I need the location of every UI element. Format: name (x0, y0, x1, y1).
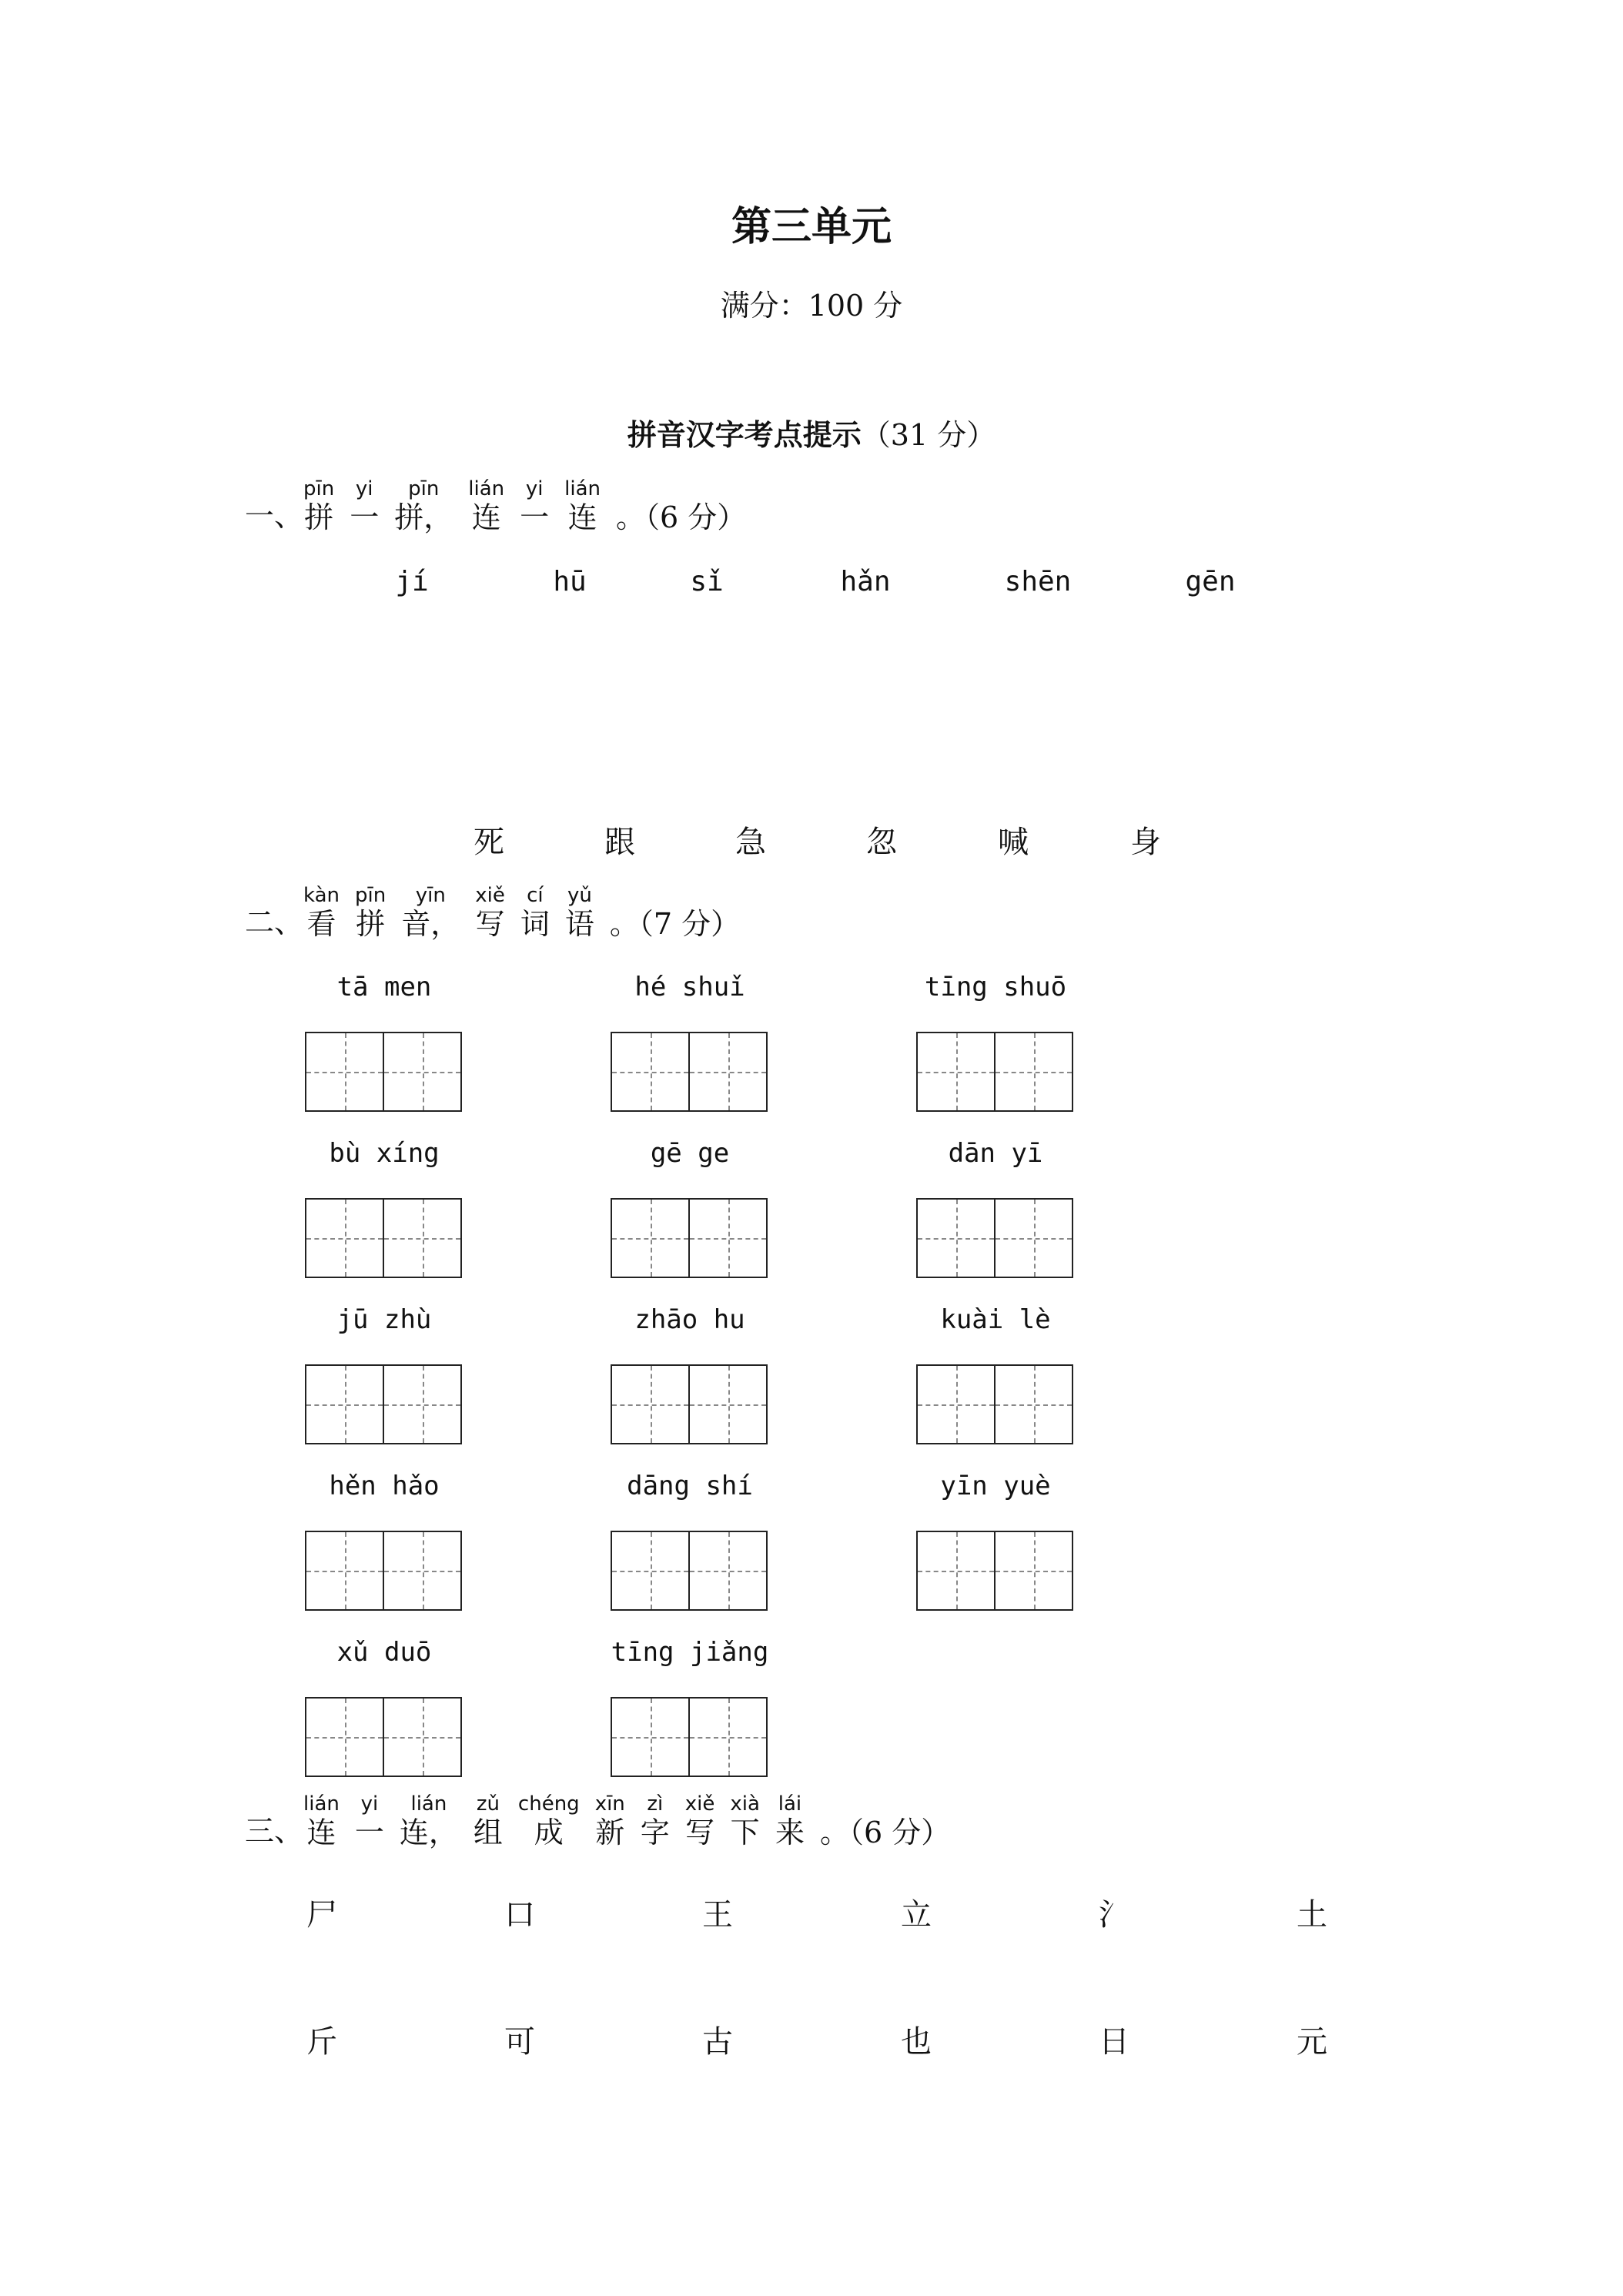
ruby-char (350, 477, 379, 534)
ruby-char (685, 1792, 715, 1849)
grid-cell[interactable] (612, 1366, 688, 1443)
ruby-pinyin: pīn (355, 884, 387, 907)
word-pinyin: hé shuǐ (634, 972, 745, 1002)
word-pinyin: tīng jiǎng (611, 1637, 769, 1668)
grid-cell[interactable] (306, 1699, 383, 1776)
ruby-hanzi: 一 (520, 500, 550, 534)
word-item (611, 1637, 769, 1777)
grid-cell[interactable] (688, 1366, 766, 1443)
question-points: 。（7 分） (609, 907, 741, 941)
grid-cell[interactable] (688, 1699, 766, 1776)
ruby-hanzi: 组 (473, 1816, 503, 1849)
pinyin-option[interactable]: hǎn (840, 566, 891, 597)
writing-grid[interactable] (611, 1531, 768, 1611)
grid-cell[interactable] (383, 1532, 460, 1609)
ruby-pinyin: yǔ (567, 884, 592, 907)
character-component[interactable]: 土 (1297, 1897, 1327, 1933)
ruby-pinyin: xīn (594, 1792, 625, 1816)
ruby-hanzi: 连 (306, 1816, 336, 1849)
question-points: 。（6 分） (819, 1816, 951, 1849)
writing-grid[interactable] (611, 1032, 768, 1112)
writing-grid[interactable] (305, 1198, 462, 1278)
word-item (916, 1471, 1075, 1611)
word-item (611, 972, 769, 1112)
grid-cell[interactable] (918, 1532, 994, 1609)
ruby-pinyin: pīn (303, 477, 335, 500)
ruby-pinyin: yi (360, 1792, 379, 1816)
writing-grid[interactable] (611, 1364, 768, 1444)
ruby-hanzi: 词 (520, 907, 550, 941)
writing-grid[interactable] (916, 1198, 1073, 1278)
section-heading (0, 411, 1623, 454)
ruby-char (401, 884, 460, 941)
grid-cell[interactable] (306, 1532, 383, 1609)
word-pinyin: yīn yuè (940, 1471, 1051, 1501)
ruby-hanzi: 连 (567, 500, 597, 534)
grid-cell[interactable] (612, 1200, 688, 1277)
word-pinyin: tā men (336, 972, 432, 1002)
writing-grid[interactable] (916, 1531, 1073, 1611)
ruby-pinyin: lián (410, 1792, 447, 1816)
ruby-char (564, 477, 601, 534)
ruby-char (565, 884, 594, 941)
page-title: 第三单元 (731, 204, 892, 250)
writing-grid[interactable] (611, 1697, 768, 1777)
ruby-hanzi: 下 (730, 1816, 760, 1849)
word-item (305, 1138, 463, 1278)
character-component[interactable]: 也 (901, 2024, 932, 2060)
writing-grid[interactable] (611, 1198, 768, 1278)
word-pinyin: dāng shí (627, 1471, 753, 1501)
word-item (305, 1637, 463, 1777)
grid-cell[interactable] (306, 1366, 383, 1443)
word-item (916, 1304, 1075, 1444)
ruby-pinyin: kàn (303, 884, 340, 907)
ruby-char (400, 1792, 458, 1849)
ruby-hanzi: 一 (354, 1816, 384, 1849)
writing-grid[interactable] (916, 1364, 1073, 1444)
question-number: 二、 (245, 905, 304, 939)
ruby-pinyin: lián (468, 477, 505, 500)
ruby-char (303, 884, 340, 941)
ruby-pinyin: cí (527, 884, 544, 907)
grid-cell[interactable] (994, 1366, 1072, 1443)
question-2-heading (245, 884, 740, 941)
word-pinyin: zhāo hu (634, 1304, 745, 1335)
grid-cell[interactable] (994, 1033, 1072, 1110)
grid-cell[interactable] (688, 1200, 766, 1277)
character-component[interactable]: 斤 (306, 2024, 337, 2060)
ruby-pinyin: xiě (475, 884, 505, 907)
question-number: 三、 (245, 1814, 304, 1848)
character-component[interactable]: 口 (504, 1897, 535, 1933)
ruby-hanzi: 连 (471, 500, 501, 534)
grid-cell[interactable] (383, 1366, 460, 1443)
hanzi-option[interactable]: 身 (1130, 825, 1161, 860)
ruby-hanzi: 一 (350, 500, 380, 534)
word-pinyin: jū zhù (336, 1304, 432, 1335)
ruby-hanzi: 语 (564, 907, 594, 941)
grid-cell[interactable] (918, 1366, 994, 1443)
hanzi-option[interactable]: 死 (474, 825, 504, 860)
word-pinyin: bù xíng (329, 1138, 440, 1169)
grid-cell[interactable] (306, 1033, 383, 1110)
ruby-char (355, 884, 386, 941)
character-component[interactable]: 可 (504, 2024, 535, 2060)
ruby-pinyin: yi (525, 477, 544, 500)
grid-cell[interactable] (612, 1033, 688, 1110)
section-points: （31 分） (861, 418, 996, 452)
word-pinyin: dān yī (948, 1138, 1043, 1169)
pinyin-option[interactable]: shēn (1004, 566, 1072, 597)
full-score: 满分：100 分 (720, 289, 903, 323)
grid-cell[interactable] (994, 1200, 1072, 1277)
ruby-pinyin: yi (355, 477, 373, 500)
grid-cell[interactable] (306, 1200, 383, 1277)
ruby-pinyin: lái (778, 1792, 802, 1816)
question-number: 一、 (245, 499, 304, 533)
word-item (305, 1471, 463, 1611)
grid-cell[interactable] (918, 1033, 994, 1110)
ruby-char (520, 477, 549, 534)
writing-grid[interactable] (916, 1032, 1073, 1112)
grid-cell[interactable] (994, 1532, 1072, 1609)
character-component[interactable]: 王 (702, 1897, 733, 1933)
character-component[interactable]: 尸 (306, 1897, 337, 1933)
ruby-char (775, 1792, 805, 1849)
word-item (611, 1138, 769, 1278)
pinyin-option[interactable]: gēn (1185, 566, 1236, 597)
hanzi-option[interactable]: 跟 (604, 825, 635, 860)
word-item (916, 972, 1075, 1112)
character-component[interactable]: 古 (702, 2024, 733, 2060)
grid-cell[interactable] (383, 1033, 460, 1110)
ruby-pinyin: lián (564, 477, 601, 500)
ruby-char (394, 477, 453, 534)
grid-cell[interactable] (383, 1699, 460, 1776)
question-3-heading (245, 1792, 950, 1849)
ruby-hanzi: 字 (640, 1816, 670, 1849)
grid-cell[interactable] (383, 1200, 460, 1277)
ruby-hanzi: 成 (534, 1816, 564, 1849)
word-pinyin: gē ge (650, 1138, 730, 1169)
ruby-char (520, 884, 550, 941)
word-pinyin: xǔ duō (336, 1637, 432, 1668)
character-component[interactable]: 元 (1297, 2024, 1327, 2060)
character-component[interactable]: 日 (1099, 2024, 1129, 2060)
ruby-pinyin: pīn (408, 477, 440, 500)
grid-cell[interactable] (918, 1200, 994, 1277)
ruby-char (730, 1792, 760, 1849)
ruby-char (641, 1792, 670, 1849)
hanzi-option[interactable]: 忽 (866, 825, 897, 860)
grid-cell[interactable] (688, 1033, 766, 1110)
pinyin-option[interactable]: sǐ (690, 566, 724, 597)
ruby-char (303, 1792, 340, 1849)
ruby-hanzi: 看 (306, 907, 336, 941)
ruby-hanzi: 音， (401, 907, 460, 941)
writing-grid[interactable] (305, 1697, 462, 1777)
grid-cell[interactable] (688, 1532, 766, 1609)
writing-grid[interactable] (305, 1364, 462, 1444)
ruby-pinyin: yīn (415, 884, 446, 907)
ruby-hanzi: 连， (399, 1816, 458, 1849)
word-item (305, 972, 463, 1112)
hanzi-option[interactable]: 喊 (998, 825, 1029, 860)
character-component[interactable]: 立 (901, 1897, 932, 1933)
writing-grid[interactable] (305, 1531, 462, 1611)
pinyin-option[interactable]: hū (553, 566, 587, 597)
ruby-pinyin: zì (647, 1792, 664, 1816)
hanzi-option[interactable]: 急 (735, 825, 766, 860)
ruby-char (355, 1792, 384, 1849)
question-1-heading (245, 477, 746, 534)
word-item (611, 1304, 769, 1444)
word-item (305, 1304, 463, 1444)
word-item (611, 1471, 769, 1611)
ruby-char (595, 1792, 625, 1849)
ruby-pinyin: xià (730, 1792, 760, 1816)
ruby-hanzi: 新 (595, 1816, 625, 1849)
ruby-hanzi: 拼， (394, 500, 453, 534)
ruby-hanzi: 写 (475, 907, 505, 941)
ruby-char (518, 1792, 580, 1849)
word-pinyin: kuài lè (940, 1304, 1051, 1335)
grid-cell[interactable] (612, 1532, 688, 1609)
word-item (916, 1138, 1075, 1278)
ruby-hanzi: 拼 (304, 500, 334, 534)
word-pinyin: tīng shuō (924, 972, 1067, 1002)
ruby-pinyin: lián (303, 1792, 340, 1816)
ruby-hanzi: 拼 (356, 907, 386, 941)
question-points: 。（6 分） (616, 500, 747, 534)
ruby-char (474, 1792, 503, 1849)
ruby-pinyin: chéng (517, 1792, 580, 1816)
pinyin-option[interactable]: jí (395, 566, 429, 597)
ruby-char (303, 477, 334, 534)
ruby-char (468, 477, 504, 534)
ruby-char (475, 884, 505, 941)
grid-cell[interactable] (612, 1699, 688, 1776)
ruby-pinyin: zǔ (476, 1792, 500, 1816)
word-pinyin: hěn hǎo (329, 1471, 440, 1501)
ruby-hanzi: 来 (775, 1816, 805, 1849)
writing-grid[interactable] (305, 1032, 462, 1112)
ruby-pinyin: xiě (684, 1792, 715, 1816)
character-component[interactable]: 氵 (1099, 1897, 1129, 1933)
ruby-hanzi: 写 (685, 1816, 715, 1849)
section-name: 拼音汉字考点提示 (627, 418, 862, 452)
